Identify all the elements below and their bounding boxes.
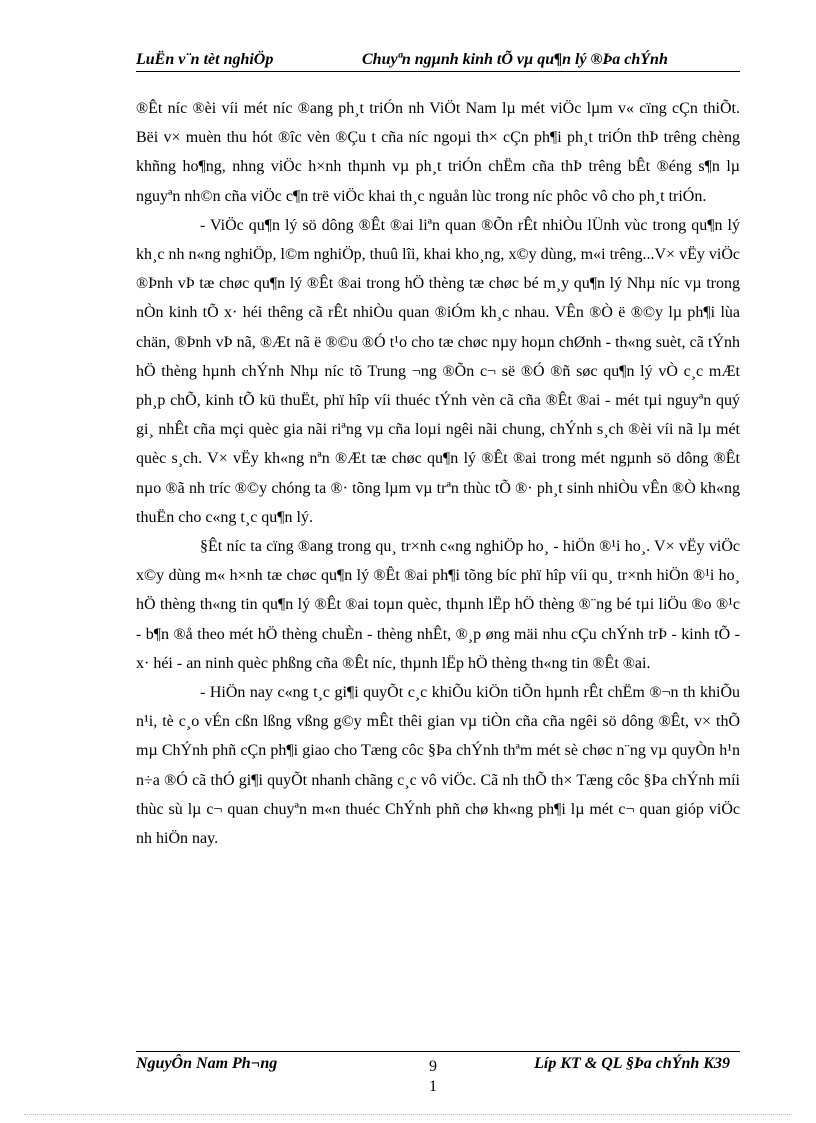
page-number: 9 1 [429,1058,437,1095]
page-bottom-dotted-line [24,1114,792,1115]
paragraph-2: - ViÖc qu¶n lý sö dông ®Êt ®ai liªn quan ®Õn rÊt nhiÒu lÜnh vùc trong qu¶n lý kh¸c nh n«ng nghiÖp, l©m nghiÖp, thuû lîi, khai kho¸ng, x©y dùng, m«i trêng...V× vËy viÖc ®Þnh vÞ tæ chøc qu¶n lý ®Êt ®ai trong hÖ thèng tæ chøc bé m¸y qu¶n lý Nhµ níc vµ trong nÒn kinh tÕ x· héi thêng cã rÊt nhiÒu quan ®iÓm kh¸c nhau. VÊn ®Ò ë ®©y lµ ph¶i lùa chän, ®Þnh vÞ nã, ®Æt nã ë ®©u ®Ó t¹o cho tæ chøc nµy hoµn chØnh - th«ng suèt, cã tÝnh hÖ thèng hµnh chÝnh Nhµ níc tõ Trung ¬ng ®Õn c¬ së ®Ó ®ñ søc qu¶n lý vÒ c¸c mÆt ph¸p chÕ, kinh tÕ kü thuËt, phï hîp víi thuéc tÝnh vèn cã cña ®Êt ®ai - mét tµi nguyªn quý gi¸ nhÊt cña mçi quèc gia nãi riªng vµ cña loµi ngêi nãi chung, chÝnh s¸ch ®èi víi nã lµ mét quèc s¸ch. V× vËy kh«ng nªn ®Æt tæ chøc qu¶n lý ®Êt ®ai trong mét ngµnh sö dông ®Êt nµo ®ã nh tríc ®©y chóng ta ®· tõng lµm vµ trªn thùc tÕ ®· ph¸t sinh nhiÒu vÊn ®Ò kh«ng thuËn cho c«ng t¸c qu¶n lý. [136,216,740,526]
paragraph-4: - HiÖn nay c«ng t¸c gi¶i quyÕt c¸c khiÕu kiÖn tiÕn hµnh rÊt chËm ®¬n th khiÕu n¹i, tè c¸o vÉn cßn lßng vßng g©y mÊt thêi gian vµ tiÒn cña cña ngêi sö dông ®Êt, v× thÕ mµ ChÝnh phñ cÇn ph¶i giao cho Tæng côc §Þa chÝnh thªm mét sè chøc n¨ng vµ quyÒn h¹n n÷a ®Ó cã thÓ gi¶i quyÕt nhanh chãng c¸c vô viÖc. Cã nh thÕ th× Tæng côc §Þa chÝnh míi thùc sù lµ c¬ quan chuyªn m«n thuéc ChÝnh phñ chø kh«ng ph¶i lµ mét c¬ quan gióp viÖc nh hiÖn nay. [136,684,740,848]
paragraph-3: §Êt níc ta cïng ®ang trong qu¸ tr×nh c«ng nghiÖp ho¸ - hiÖn ®¹i ho¸. V× vËy viÖc x©y dùng m« h×nh tæ chøc qu¶n lý ®Êt ®ai ph¶i tõng bíc phï hîp víi qu¸ tr×nh hiÖn ®¹i ho¸ hÖ thèng th«ng tin qu¶n lý ®Êt ®ai toµn quèc, thµnh lËp hÖ thèng ®¨ng bé tµi liÖu ®o ®¹c - b¶n ®å theo mét hÖ thèng chuÈn - thèng nhÊt, ®¸p øng mäi nhu cÇu chÝnh trÞ - kinh tÕ - x· héi - an ninh quèc phßng cña ®Êt níc, thµnh lËp hÖ thèng th«ng tin ®Êt ®ai. [136,538,740,672]
page-footer [136,1055,740,1099]
header-major: Chuyªn ngµnh kinh tÕ vµ qu¶n lý ®Þa chÝnh [362,51,668,68]
footer-author: NguyÔn Nam Ph¬ng [136,1055,278,1072]
footer-class: Líp KT & QL §Þa chÝnh K39 [534,1055,730,1072]
document-body [136,94,740,853]
footer-divider [136,1051,740,1052]
page-header [136,49,740,72]
paragraph-1: ®Êt níc ®èi víi mét níc ®ang ph¸t triÓn nh ViÖt Nam lµ mét viÖc lµm v« cïng cÇn thiÕt. Bëi v× muèn thu hót ®îc vèn ®Çu t cña níc ngoµi th× cÇn ph¶i ph¸t triÓn thÞ trêng chèng khñng ho¶ng, nhng viÖc h×nh thµnh vµ ph¸t triÓn chËm cña thÞ trêng bÊt ®éng s¶n lµ nguyªn nh©n cña viÖc c¶n trë viÖc khai th¸c nguån lùc trong níc phôc vô cho ph¸t triÓn. [136,100,740,205]
header-thesis-title: LuËn v¨n tèt nghiÖp [136,51,274,68]
